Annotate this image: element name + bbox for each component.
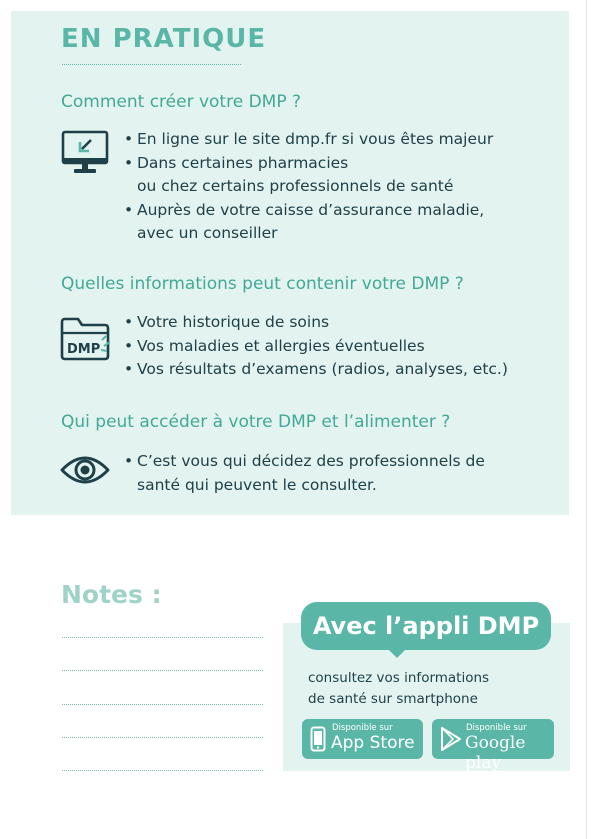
eye-icon — [59, 452, 111, 488]
list-item — [124, 358, 508, 382]
list-item — [124, 335, 508, 359]
list-item — [124, 450, 485, 497]
notes-title: Notes : — [61, 580, 162, 609]
title-underline — [62, 64, 241, 65]
list-item-text: Auprès de votre caisse d’assurance maladie, — [137, 200, 485, 219]
google-play-small-label: Disponible sur — [466, 723, 527, 733]
bullet-dot: • — [124, 313, 134, 331]
app-promo-text-line: consultez vos informations — [308, 670, 490, 686]
bullet-dot: • — [124, 130, 134, 148]
bullet-dot: • — [124, 360, 134, 378]
app-promo-text-line: de santé sur smartphone — [308, 691, 478, 707]
bullet-dot: • — [124, 200, 134, 219]
question-dmp-access: Qui peut accéder à votre DMP et l’alimenter ? — [61, 412, 451, 432]
app-store-small-label: Disponible sur — [332, 723, 393, 733]
google-play-label: Google play — [465, 733, 526, 773]
app-promo-heading: Avec l’appli DMP — [301, 602, 551, 650]
bullet-list-access — [124, 450, 485, 497]
note-line[interactable] — [62, 670, 263, 671]
list-item — [124, 199, 493, 246]
list-item-text: ou chez certains professionnels de santé — [137, 177, 454, 195]
note-line[interactable] — [62, 770, 263, 771]
list-item — [124, 152, 493, 199]
question-create-dmp: Comment créer votre DMP ? — [61, 92, 302, 112]
question-dmp-content: Quelles informations peut contenir votre DMP ? — [61, 274, 464, 294]
list-item-text: Vos maladies et allergies éventuelles — [137, 336, 425, 355]
app-store-button[interactable] — [302, 719, 423, 759]
folder-dmp-icon — [60, 315, 114, 361]
google-play-button[interactable] — [432, 719, 554, 773]
app-store-label: App Store — [331, 733, 415, 753]
bullet-dot: • — [124, 336, 134, 355]
list-item-text: Votre historique de soins — [137, 313, 330, 331]
practical-info-panel — [11, 11, 569, 515]
bullet-dot: • — [124, 452, 134, 470]
page-edge — [586, 0, 587, 839]
bullet-list-create — [124, 128, 493, 246]
list-item — [124, 311, 508, 335]
note-line[interactable] — [62, 704, 263, 705]
speech-bubble-tail — [387, 648, 407, 658]
list-item-text: Dans certaines pharmacies — [137, 153, 349, 172]
play-icon — [440, 726, 462, 756]
bullet-dot: • — [124, 153, 134, 172]
app-promo-text — [308, 668, 489, 710]
list-item-text: C’est vous qui décidez des professionnels de — [137, 452, 485, 470]
note-line[interactable] — [62, 637, 263, 638]
note-line[interactable] — [62, 737, 263, 738]
page-title: EN PRATIQUE — [61, 24, 267, 54]
smartphone-icon — [310, 726, 326, 756]
computer-icon — [61, 130, 111, 176]
list-item-text: avec un conseiller — [137, 224, 278, 242]
folder-label: DMP — [67, 342, 101, 357]
list-item — [124, 128, 493, 152]
list-item-text: santé qui peuvent le consulter. — [137, 475, 377, 494]
bullet-list-content — [124, 311, 508, 382]
list-item-text: En ligne sur le site dmp.fr si vous êtes majeur — [137, 130, 494, 148]
list-item-text: Vos résultats d’examens (radios, analyses, etc.) — [137, 360, 508, 378]
